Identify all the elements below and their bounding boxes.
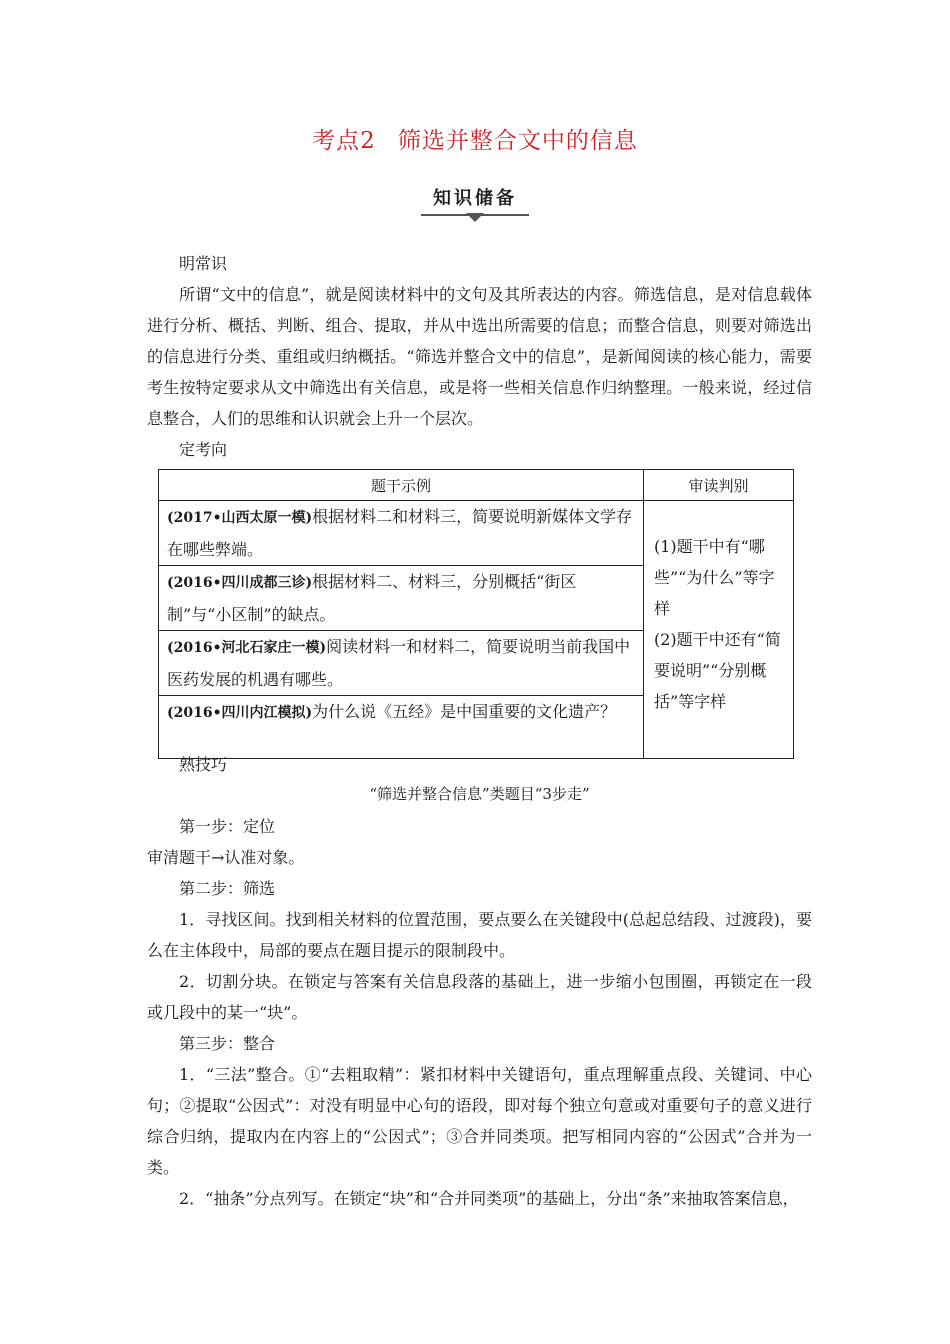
skills-subtitle: “筛选并整合信息”类题目“3步走” — [369, 785, 590, 803]
step1-heading: 第一步：定位 — [179, 817, 276, 836]
question-source: (2016•河北石家庄一模) — [167, 640, 327, 656]
table-header-row — [159, 470, 794, 501]
heading-common-knowledge: 明常识 — [179, 254, 228, 273]
exam-direction-table — [158, 469, 794, 759]
title-part1: 考点2 — [312, 128, 376, 154]
badge-label: 知识储备 — [421, 184, 529, 216]
step2-paragraph-2: 2．切割分块。在锁定与答案有关信息段落的基础上，进一步缩小包围圈，再锁定在一段或几段中的某一“块”。 — [147, 972, 812, 1022]
common-knowledge-body: 所谓“文中的信息”，就是阅读材料中的文句及其所表达的内容。筛选信息，是对信息载体进行分析、概括、判断、组合、提取，并从中选出所需要的信息；而整合信息，则要对筛选出的信息进行分类、重组或归纳概括。“筛选并整合文中的信息”，是新闻阅读的核心能力，需要考生按特定要求从文中筛选出有关信息，或是将一些相关信息作归纳整理。一般来说，经过信息整合，人们的思维和认识就会上升一个层次。 — [147, 285, 812, 428]
table-cell-question — [159, 631, 644, 696]
question-text: 根据材料二和材料三，简要说明新媒体文学存在哪些弊端。 — [167, 507, 633, 559]
question-source: (2016•四川内江模拟) — [167, 705, 313, 721]
section-badge — [0, 184, 950, 216]
step2-paragraph-1: 1．寻找区间。找到相关材料的位置范围，要点要么在关键段中(总起总结段、过渡段)，要么在主体段中，局部的要点在题目提示的限制段中。 — [147, 910, 812, 960]
question-source: (2016•四川成都三诊) — [167, 575, 313, 591]
page-title — [0, 122, 950, 155]
step2-heading: 第二步：筛选 — [179, 879, 276, 898]
step3-paragraph-2: 2．“抽条”分点列写。在锁定“块”和“合并同类项”的基础上，分出“条”来抽取答案信息， — [179, 1189, 799, 1208]
judgment-item: (1)题干中有“哪些”“为什么”等字样 — [654, 537, 775, 618]
question-text: 根据材料二、材料三，分别概括“街区制”与“小区制”的缺点。 — [167, 572, 577, 624]
heading-exam-direction: 定考向 — [179, 440, 228, 459]
judgment-item: (2)题干中还有“简要说明”“分别概括”等字样 — [654, 630, 781, 711]
heading-skills: 熟技巧 — [179, 755, 228, 774]
title-part2: 筛选并整合文中的信息 — [397, 128, 638, 154]
table-cell-question — [159, 566, 644, 631]
table-header-judgment: 审读判别 — [644, 470, 794, 501]
step3-paragraph-1: 1．“三法”整合。①“去粗取精”：紧扣材料中关键语句，重点理解重点段、关键词、中心句；②提取“公因式”：对没有明显中心句的语段，即对每个独立句意或对重要句子的意义进行综合归纳，提取内在内容上的“公因式”；③合并同类项。把写相同内容的“公因式”合并为一类。 — [147, 1065, 812, 1177]
question-text: 为什么说《五经》是中国重要的文化遗产？ — [312, 702, 617, 721]
table-cell-question — [159, 501, 644, 566]
triangle-down-icon — [466, 213, 484, 222]
question-text: 阅读材料一和材料二，简要说明当前我国中医药发展的机遇有哪些。 — [167, 637, 631, 689]
step3-heading: 第三步：整合 — [179, 1034, 276, 1053]
table-row — [159, 501, 794, 566]
step1-body: 审清题干→认准对象。 — [147, 848, 305, 867]
table-cell-judgment — [644, 501, 794, 759]
question-source: (2017•山西太原一模) — [167, 510, 313, 526]
table-header-example: 题干示例 — [159, 470, 644, 501]
